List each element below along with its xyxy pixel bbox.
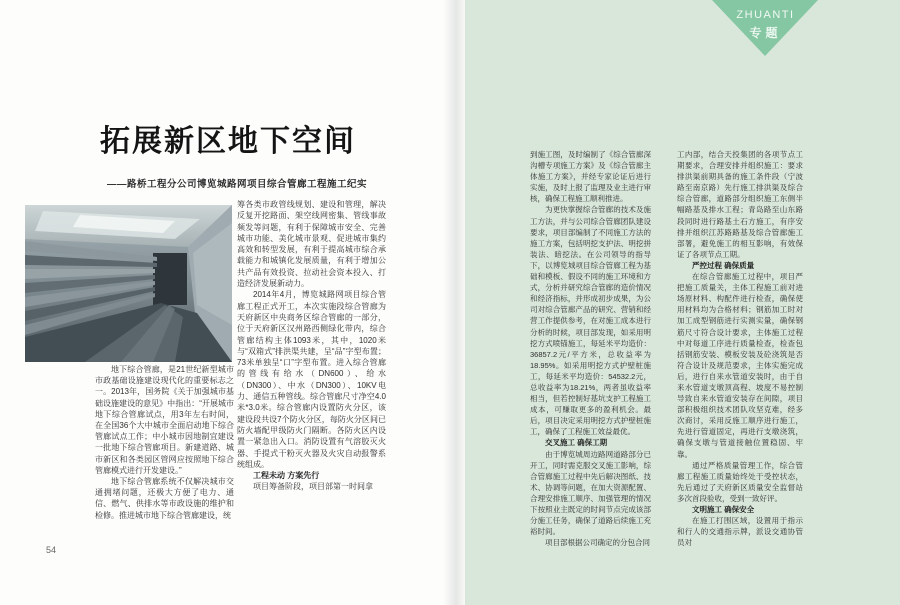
body-paragraph: 在施工打围区域，设置用于指示和行人的交通指示牌，派设交通协管员对 [677,516,803,548]
spine-gutter-shadow [443,0,467,605]
page-number: 54 [46,545,57,555]
body-paragraph: 到施工图，及时编制了《综合管廊深沟槽专项施工方案》及《综合管廊主体施工方案》，并经专家论证后进行实施，及时上报了监理及业主进行审核，确保工程施工顺利推进。 [530,150,651,204]
banner-label-cn: 专题 [749,26,782,40]
body-paragraph: 由于博览城周边路网道路部分已开工，同时需克服交叉施工影响，综合管廊施工过程中先后解决图纸、技术、协调等问题，在加大资源配置、合理安排施工顺序、加强管理的情况下按照业主既定的时间节点完成该部分施工任务，确保了道路后续施工充裕时间。 [530,449,651,537]
text-column-4 [677,149,803,548]
article-title: 拓展新区地下空间 [100,124,356,159]
body-paragraph: 在综合管廊施工过程中，项目严把施工质量关，主体工程施工前对进场原材料、构配件进行检查，确保使用材料均为合格材料；钢筋加工时对加工成型钢筋进行实测实量，确保钢筋尺寸符合设计要求，主体施工过程中对每道工序进行质量检查，检查包括钢筋安装、模板安装及砼浇筑是否符合设计及规范要求，主体实施完成后，进行自来水管道安装时，由于自来水管道支墩顶高程、坡度不易控制导致自来水管道安装存在间隙，项目部积极组织技术团队攻坚克难，经多次商讨，采用反施工顺序进行施工，先进行管道固定，再进行支墩浇筑，确保支墩与管道接触位置稳固、牢靠。 [677,272,803,459]
text-column-2 [237,199,386,493]
text-column-3 [530,149,651,548]
section-subhead: 交叉施工 确保工期 [545,438,608,448]
body-paragraph: 工内部，结合天投集团的各项节点工期要求，合理安排并组织施工：要求排洪渠前期具备的施工条件段（宁波路至南京路）先行施工排洪渠及综合综合管廊，道路部分组织施工东侧半幅路基及排水工程；青岛路至山东路段同时进行路基土石方施工，有序安排并组织江苏路路基及综合管廊施工部署，避免施工的相互影响，有效保证了各项节点工期。 [677,150,803,259]
section-subhead: 工程未动 方案先行 [253,471,320,481]
tunnel-photo [25,205,232,362]
body-paragraph: 项目筹备阶段，项目部第一时间拿 [253,482,373,492]
body-paragraph: 地下综合管廊系统不仅解决城市交通拥堵问题，还极大方便了电力、通信、燃气、供排水等市政设施的维护和检修。推进城市地下综合管廊建设，统 [95,477,234,520]
body-paragraph: 筹各类市政管线规划、建设和管理，解决反复开挖路面、架空线网密集、管线事故频发等问题，有利于保障城市安全、完善城市功能、美化城市景观、促进城市集约高效和转型发展，有利于提高城市综合承载能力和城镇化发展质量，有利于增加公共产品有效投资、拉动社会资本投入、打造经济发展新动力。 [237,200,386,289]
body-paragraph: 2014年4月，博览城路网项目综合管廊工程正式开工，本次实施段综合管廊为天府新区中央商务区综合管廊的一部分，位于天府新区汉州路西侧绿化带内，综合管廊结构主体1093米，其中，1020米与“双箱式”排洪渠共建，呈“品”字型布置；73米单独呈“口”字型布置。进入综合管廊的管线有给水（DN600）、给水（DN300）、中水（DN300）、10KV电力、通信五种管线。综合管廊尺寸净空4.0米*3.0米。综合管廊内设置防火分区，该建设段共设7个防火分区，每防火分区间已防火墙配甲级防火门隔断。各防火区内设置一紧急出入口。消防设置有气溶胶灭火器、手提式干粉灭火器及火灾自动报警系统组成。 [237,290,386,469]
body-paragraph: 地下综合管廊，是21世纪新型城市市政基础设施建设现代化的重要标志之一。2013年，国务院《关于加强城市基础设施建设的意见》中指出：“开展城市地下综合管廊试点，用3年左右时间，在全国36个大中城市全面启动地下综合管廊试点工作；中小城市因地制宜建设一批地下综合管廊项目。新建道路、城市新区和各类园区管网应按照地下综合管廊模式进行开发建设。” [95,365,234,475]
zhuanti-banner [712,0,819,56]
text-column-1 [95,364,234,521]
section-subhead: 严控过程 确保质量 [692,260,755,270]
banner-label-en: ZHUANTI [736,9,795,21]
tunnel-photo-graphic [25,205,232,362]
article-subtitle: ——路桥工程分公司博览城路网项目综合管廊工程施工纪实 [107,179,368,190]
body-paragraph: 为更快掌握综合管廊的技术及施工方法，并与公司综合管廊团队建设要求，项目部编制了不同施工方法的施工方案，包括明挖支护法、明挖拼装法、暗挖法。在公司领导的指导下，以博览城项目综合管廊工程为基础和模板、假设不同的施工环境和方式，分析并研究综合管廊的造价情况和经济指标，并形成初步成果，为公司对综合管廊产品的研究、营销和经营工作提供参考，在对施工成本进行分析的时候，项目部发现，如采用明挖方式喷锚施工，每延米平均造价：36857.2元/平方米，总收益率为18.95%。如采用明挖方式护壁桩施工，每延米平均造价：54532.2元，总收益率为18.21%，两者虽收益率相当，但若控制好基坑支护工程施工成本，可赚取更多的盈利机会。最后，项目决定采用明挖方式护壁桩施工，确保了工程施工效益最优。 [530,205,651,437]
body-paragraph: 通过严格质量管理工作，综合管廊工程施工质量始终处于受控状态，先后通过了天府新区质量安全监督站多次首段验收，受到一致好评。 [677,460,803,503]
section-subhead: 文明施工 确保安全 [692,505,755,514]
body-paragraph: 项目部根据公司确定的分包合同 [545,538,650,548]
